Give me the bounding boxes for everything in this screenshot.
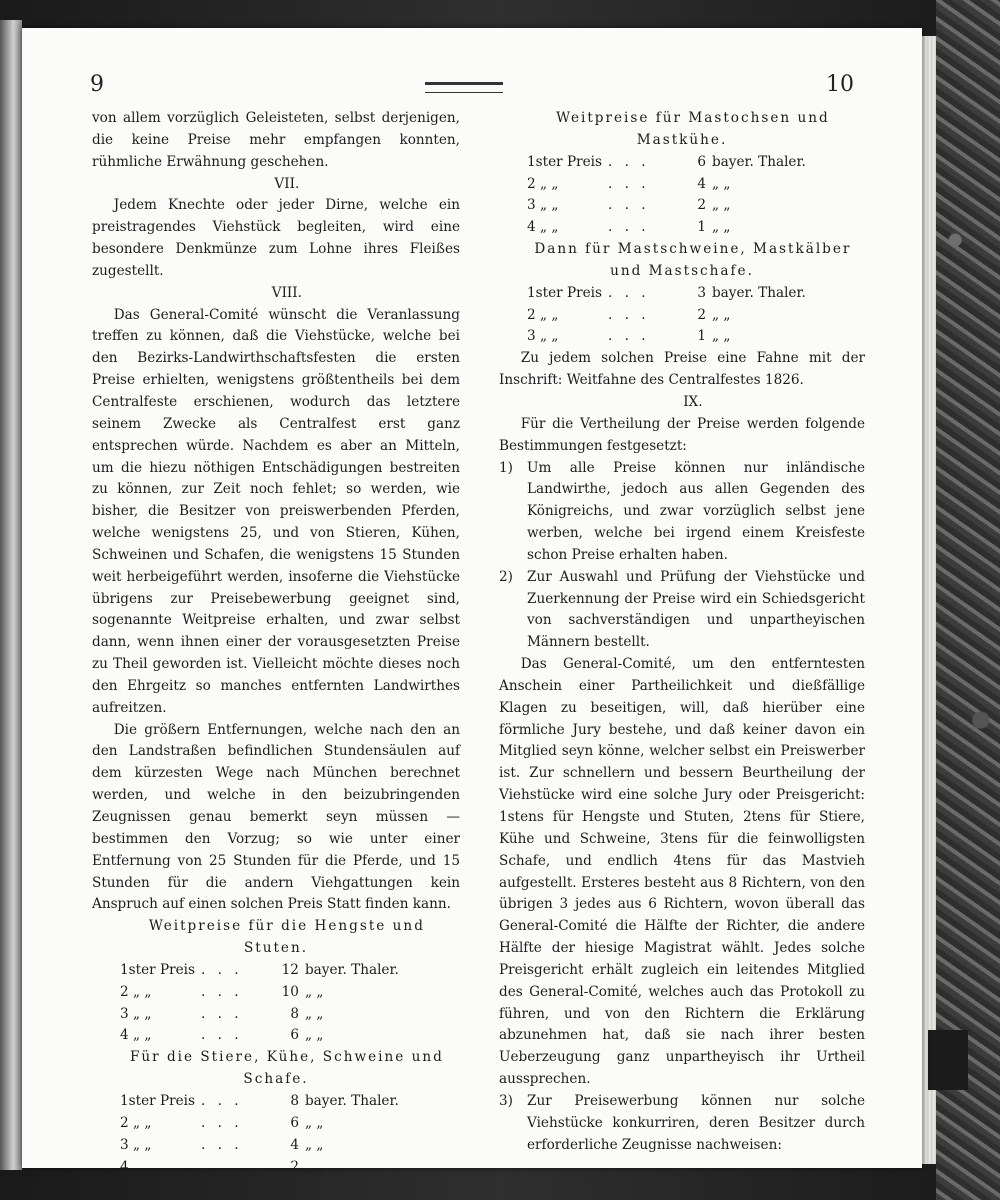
prize-amount: 6 xyxy=(290,1114,299,1131)
prize-amount: 2 xyxy=(290,1158,299,1175)
list-item-text: Zur Preisewerbung können nur solche Viehstücke konkurriren, deren Besitzer durch erforderliche Zeugnisse nachweisen: xyxy=(527,1092,865,1153)
prize-amount: 6 xyxy=(290,1027,299,1044)
prize-dots: . . . xyxy=(200,961,243,978)
marbled-cover xyxy=(936,0,1000,1200)
cover-tab xyxy=(928,1030,968,1090)
prize-unit: bayer. Thaler. xyxy=(304,1092,399,1109)
prize-unit: bayer. Thaler. xyxy=(711,284,806,301)
prize-row xyxy=(527,152,812,174)
prize-dots: . . . xyxy=(200,1092,243,1109)
list-item-text: Um alle Preise können nur inländische Landwirthe, jedoch aus allen Gegenden des Königreichs, und zwar vorzüglich selbst jene werben, welche bei irgend einem Kreisfeste schon Preise erhalten haben. xyxy=(527,459,865,563)
section-vii-text: Jedem Knechte oder jeder Dirne, welche ein preistragendes Viehstück begleiten, wird eine besondere Denkmünze zum Lohne ihres Fleißes zugestellt. xyxy=(92,197,460,279)
heading-cattle: Für die Stiere, Kühe, Schweine und Schafe. xyxy=(129,1049,444,1088)
prize-rank: 1ster Preis xyxy=(120,1092,195,1109)
prize-unit: „ „ xyxy=(711,328,731,345)
prize-row xyxy=(120,1135,405,1157)
prize-rank: 4 „ „ xyxy=(527,219,559,236)
prize-unit: „ „ xyxy=(304,983,324,1000)
section-viii-number: VIII. xyxy=(271,284,302,301)
prize-row xyxy=(120,1113,405,1135)
prize-unit: „ „ xyxy=(711,306,731,323)
jury-paragraph: Das General-Comité, um den entferntesten Anschein einer Partheilichkeit und dießfällige Klagen zu beseitigen, will, daß hierüber eine förmliche Jury bestehe, und daß keiner davon ein Mitglied seyn könne, welcher selbst ein Preiswerber ist. Zur schnellern und bessern Beurtheilung der Viehstücke wird eine solche Jury oder Preisgericht: 1stens für Hengste und Stuten, 2tens für Stiere, Kühe und Schweine, 3tens für die feinwolligsten Schafe, und endlich 4tens für das Mastvieh aufgestellt. Ersteres besteht aus 8 Richtern, von den übrigen 3 jedes aus 6 Richtern, wovon überall das General-Comité die Hälfte der Richter, die andere Hälfte der hiesige Magistrat wählt. Jedes solche Preisgericht erhält zugleich ein leitendes Mitglied des General-Comité, welches auch das Protokoll zu führen, und von den Richtern die Erklärung abzunehmen hat, daß sie nach ihrer besten Ueberzeugung ganz unpartheyisch ihr Urtheil aussprechen. xyxy=(499,656,865,1088)
section-ix-intro: Für die Vertheilung der Preise werden folgende Bestimmungen festgesetzt: xyxy=(499,415,865,454)
prize-row xyxy=(120,1157,405,1179)
list-item xyxy=(499,458,865,567)
right-column xyxy=(499,108,865,1157)
prize-amount: 4 xyxy=(697,175,706,192)
prize-rank: 3 „ „ xyxy=(527,197,559,214)
prize-dots: . . . xyxy=(200,1114,243,1131)
prize-table-oxen xyxy=(527,152,812,239)
prize-dots: . . . xyxy=(607,197,650,214)
prize-table-pigs xyxy=(527,283,812,349)
prize-row xyxy=(527,283,812,305)
prize-rank: 2 „ „ xyxy=(527,175,559,192)
header-rule xyxy=(425,82,503,93)
prize-unit: „ „ xyxy=(304,1027,324,1044)
prize-amount: 8 xyxy=(290,1092,299,1109)
list-item xyxy=(499,1091,865,1157)
prize-dots: . . . xyxy=(607,153,650,170)
heading-oxen: Weitpreise für Mastochsen und Mastkühe. xyxy=(556,110,830,148)
prize-amount: 3 xyxy=(697,284,706,301)
prize-unit: „ „ xyxy=(304,1114,324,1131)
prize-amount: 2 xyxy=(697,306,706,323)
list-item-number: 1) xyxy=(499,459,513,476)
prize-row xyxy=(527,305,812,327)
prize-dots: . . . xyxy=(607,175,650,192)
section-viii-paragraph-1: Das General-Comité wünscht die Veranlassung treffen zu können, daß die Viehstücke, welche bei den Bezirks-Landwirthschaftsfesten die ersten Preise erhielten, wenigstens größtentheils bei dem Centralfeste erschienen, wodurch das letztere seinem Zwecke als Centralfest erst ganz entsprechen würde. Nachdem es aber an Mitteln, um die hiezu nöthigen Entschädigungen bestreiten zu können, zur Zeit noch fehlet; so werden, wie bisher, die Besitzer von preiswerbenden Pferden, welche wenigstens 25, und von Stieren, Kühen, Schweinen und Schafen, die wenigstens 15 Stunden weit herbeigeführt werden, insoferne die Viehstücke übrigens zur Preisebewerbung geeignet sind, sogenannte Weitpreise erhalten, und zwar selbst dann, wenn ihnen einer der vorausgesetzten Preise zu Theil geworden ist. Vielleicht möchte dieses noch den Ehrgeitz so manches entfernten Landwirthes aufreitzen. xyxy=(92,306,460,716)
book-spine xyxy=(0,20,22,1170)
prize-dots: . . . xyxy=(200,983,243,1000)
heading-pigs: Dann für Mastschweine, Mastkälber und Mastschafe. xyxy=(534,241,852,279)
prize-dots: . . . xyxy=(200,1005,243,1022)
prize-amount: 1 xyxy=(697,328,706,345)
prize-row xyxy=(527,195,812,217)
list-item-number: 2) xyxy=(499,568,513,585)
prize-amount: 12 xyxy=(281,961,299,978)
prize-dots: . . . xyxy=(607,306,650,323)
prize-amount: 10 xyxy=(281,983,299,1000)
prize-rank: 3 „ „ xyxy=(120,1005,152,1022)
prize-row xyxy=(120,1025,405,1047)
section-ix-number: IX. xyxy=(683,393,703,410)
prize-row xyxy=(120,982,405,1004)
prize-dots: . . . xyxy=(607,328,650,345)
prize-amount: 2 xyxy=(697,197,706,214)
list-item-number: 3) xyxy=(499,1092,513,1109)
prize-dots: . . . xyxy=(200,1158,243,1175)
prize-rank: 1ster Preis xyxy=(527,284,602,301)
prize-amount: 1 xyxy=(697,219,706,236)
prize-rank: 2 „ „ xyxy=(120,983,152,1000)
list-item-text: Zur Auswahl und Prüfung der Viehstücke und Zuerkennung der Preise wird ein Schiedsgericht von sachverständigen und unpartheyischen Männern bestellt. xyxy=(527,568,865,651)
prize-row xyxy=(120,960,405,982)
flag-note: Zu jedem solchen Preise eine Fahne mit der Inschrift: Weitfahne des Centralfestes 1826. xyxy=(499,350,865,389)
section-vii-number: VII. xyxy=(274,175,300,192)
prize-rank: 1ster Preis xyxy=(527,153,602,170)
prize-rank: 1ster Preis xyxy=(120,961,195,978)
prize-unit: „ „ xyxy=(304,1158,324,1175)
section-viii-paragraph-2: Die größern Entfernungen, welche nach den an den Landstraßen befindlichen Stundensäulen auf dem kürzesten Wege nach München berechnet werden, und welche in den beizubringenden Zeugnissen genau bemerkt seyn müssen — bestimmen den Vorzug; so wie unter einer Entfernung von 25 Stunden für die Pferde, und 15 Stunden für die andern Viehgattungen kein Anspruch auf einen solchen Preis Statt finden kann. xyxy=(92,721,460,913)
prize-unit: „ „ xyxy=(711,175,731,192)
prize-row xyxy=(527,217,812,239)
prize-row xyxy=(120,1004,405,1026)
prize-unit: „ „ xyxy=(711,219,731,236)
prize-unit: „ „ xyxy=(304,1136,324,1153)
prize-rank: 3 „ „ xyxy=(527,328,559,345)
prize-unit: „ „ xyxy=(711,197,731,214)
prize-rank: 2 „ „ xyxy=(120,1114,152,1131)
page-number-left: 9 xyxy=(90,72,104,97)
prize-amount: 8 xyxy=(290,1005,299,1022)
prize-row xyxy=(527,326,812,348)
prize-amount: 4 xyxy=(290,1136,299,1153)
heading-horses: Weitpreise für die Hengste und Stuten. xyxy=(148,918,425,957)
prize-row xyxy=(527,174,812,196)
prize-table-cattle xyxy=(120,1091,405,1178)
prize-unit: bayer. Thaler. xyxy=(711,153,806,170)
prize-unit: „ „ xyxy=(304,1005,324,1022)
prize-rank: 3 „ „ xyxy=(120,1136,152,1153)
prize-amount: 6 xyxy=(697,153,706,170)
prize-row xyxy=(120,1091,405,1113)
prize-dots: . . . xyxy=(607,284,650,301)
prize-dots: . . . xyxy=(200,1136,243,1153)
prize-dots: . . . xyxy=(200,1027,243,1044)
left-column xyxy=(92,108,460,1178)
list-item xyxy=(499,567,865,654)
page-number-right: 10 xyxy=(826,72,854,97)
prize-table-horses xyxy=(120,960,405,1047)
prize-dots: . . . xyxy=(607,219,650,236)
prize-rank: 4 „ „ xyxy=(120,1027,152,1044)
prize-rank: 2 „ „ xyxy=(527,306,559,323)
prize-unit: bayer. Thaler. xyxy=(304,961,399,978)
intro-paragraph: von allem vorzüglich Geleisteten, selbst derjenigen, die keine Preise mehr empfangen konnten, rühmliche Erwähnung geschehen. xyxy=(92,110,460,170)
prize-rank: 4 „ „ xyxy=(120,1158,152,1175)
